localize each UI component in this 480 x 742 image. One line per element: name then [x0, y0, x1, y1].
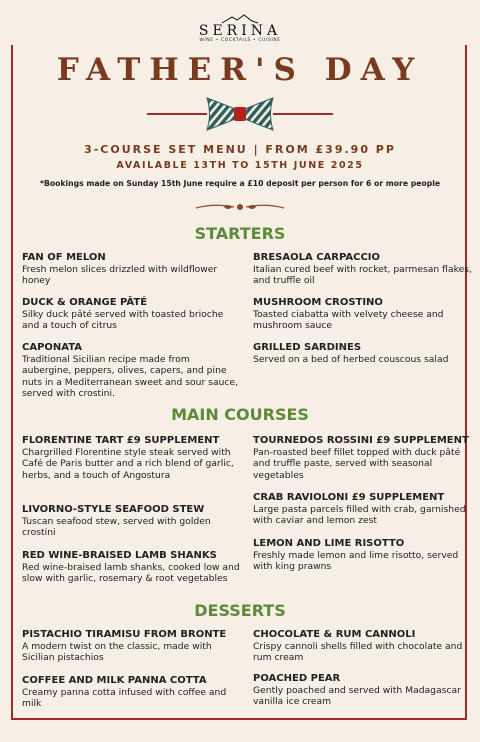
menu-item	[22, 435, 242, 481]
menu-item	[253, 538, 473, 573]
item-name: LEMON AND LIME RISOTTO	[253, 538, 405, 549]
item-description: Toasted ciabatta with velvety cheese and mushroom sauce	[253, 309, 444, 332]
item-description: Creamy panna cotta infused with coffee and milk	[22, 687, 227, 710]
menu-item	[22, 342, 242, 400]
item-description: Crispy cannoli shells filled with chocolate and rum cream	[253, 641, 463, 664]
section-title-starters: STARTERS	[194, 224, 286, 243]
menu-item	[253, 492, 473, 527]
item-name: GRILLED SARDINES	[253, 342, 362, 353]
flourish-ornament	[194, 201, 286, 213]
item-description: Freshly made lemon and lime risotto, served with king prawns	[253, 550, 459, 573]
page-title: FATHER'S DAY	[56, 52, 424, 88]
item-name: COFFEE AND MILK PANNA COTTA	[22, 675, 207, 686]
item-name: CAPONATA	[22, 342, 83, 353]
booking-note: *Bookings made on Sunday 15th June require a £10 deposit per person for 6 or more people	[39, 179, 441, 188]
menu-item	[253, 342, 473, 365]
item-name: FLORENTINE TART £9 SUPPLEMENT	[22, 435, 220, 446]
section-title-mains: MAIN COURSES	[171, 405, 309, 424]
menu-item	[22, 504, 242, 539]
item-description: Chargrilled Florentine style steak served with Café de Paris butter and a rich blend of garlic, herbs, and a touch of Angostura	[22, 447, 234, 481]
item-description: Fresh melon slices drizzled with wildflower honey	[22, 264, 218, 287]
item-name: CHOCOLATE & RUM CANNOLI	[253, 629, 416, 640]
item-name: CRAB RAVIOLONI £9 SUPPLEMENT	[253, 492, 445, 503]
item-description: Silky duck pâté served with toasted brioche and a touch of citrus	[22, 309, 224, 332]
menu-item	[22, 252, 242, 287]
menu-subtitle: 3-COURSE SET MENU | FROM £39.90 PP	[84, 143, 396, 156]
item-description: Traditional Sicilian recipe made from aubergine, peppers, olives, capers, and pine nuts in a Mediterranean sweet and sour sauce, served with crostini.	[22, 354, 239, 400]
item-name: BRESAOLA CARPACCIO	[253, 252, 381, 263]
menu-item	[253, 629, 473, 664]
divider-line-left	[147, 113, 207, 115]
item-description: Pan-roasted beef fillet topped with duck pâté and truffle paste, served with seasonal vegetables	[253, 447, 461, 481]
item-name: POACHED PEAR	[253, 673, 341, 684]
logo-name: SERINA	[198, 23, 282, 39]
bowtie-icon	[205, 94, 275, 134]
item-name: PISTACHIO TIRAMISU FROM BRONTE	[22, 629, 227, 640]
menu-item	[253, 673, 473, 708]
bowtie-divider	[0, 92, 480, 136]
restaurant-logo	[0, 14, 480, 45]
availability-dates: AVAILABLE 13TH TO 15TH JUNE 2025	[116, 160, 364, 171]
item-name: LIVORNO-STYLE SEAFOOD STEW	[22, 504, 205, 515]
item-name: FAN OF MELON	[22, 252, 106, 263]
item-description: Tuscan seafood stew, served with golden crostini	[22, 516, 211, 539]
item-name: RED WINE-BRAISED LAMB SHANKS	[22, 550, 217, 561]
item-description: Large pasta parcels filled with crab, garnished with caviar and lemon zest	[253, 504, 466, 527]
menu-item	[253, 435, 473, 481]
item-description: Served on a bed of herbed couscous salad	[253, 354, 449, 365]
menu-item	[22, 550, 242, 585]
menu-item	[22, 297, 242, 332]
menu-item	[22, 675, 242, 710]
section-title-desserts: DESSERTS	[194, 601, 286, 620]
item-description: Italian cured beef with rocket, parmesan flakes, and truffle oil	[253, 264, 472, 287]
item-name: TOURNEDOS ROSSINI £9 SUPPLEMENT	[253, 435, 469, 446]
menu-item	[253, 297, 473, 332]
item-description: A modern twist on the classic, made with Sicilian pistachios	[22, 641, 212, 664]
logo-tagline: WINE • COCKTAILS • CUISINE	[199, 38, 281, 43]
item-description: Red wine-braised lamb shanks, cooked low and slow with garlic, rosemary & root vegetables	[22, 562, 240, 585]
divider-line-right	[273, 113, 333, 115]
menu-item	[253, 252, 473, 287]
item-name: DUCK & ORANGE PÂTÉ	[22, 297, 148, 308]
item-description: Gently poached and served with Madagascar vanilla ice cream	[253, 685, 461, 708]
menu-item	[22, 629, 242, 664]
item-name: MUSHROOM CROSTINO	[253, 297, 383, 308]
